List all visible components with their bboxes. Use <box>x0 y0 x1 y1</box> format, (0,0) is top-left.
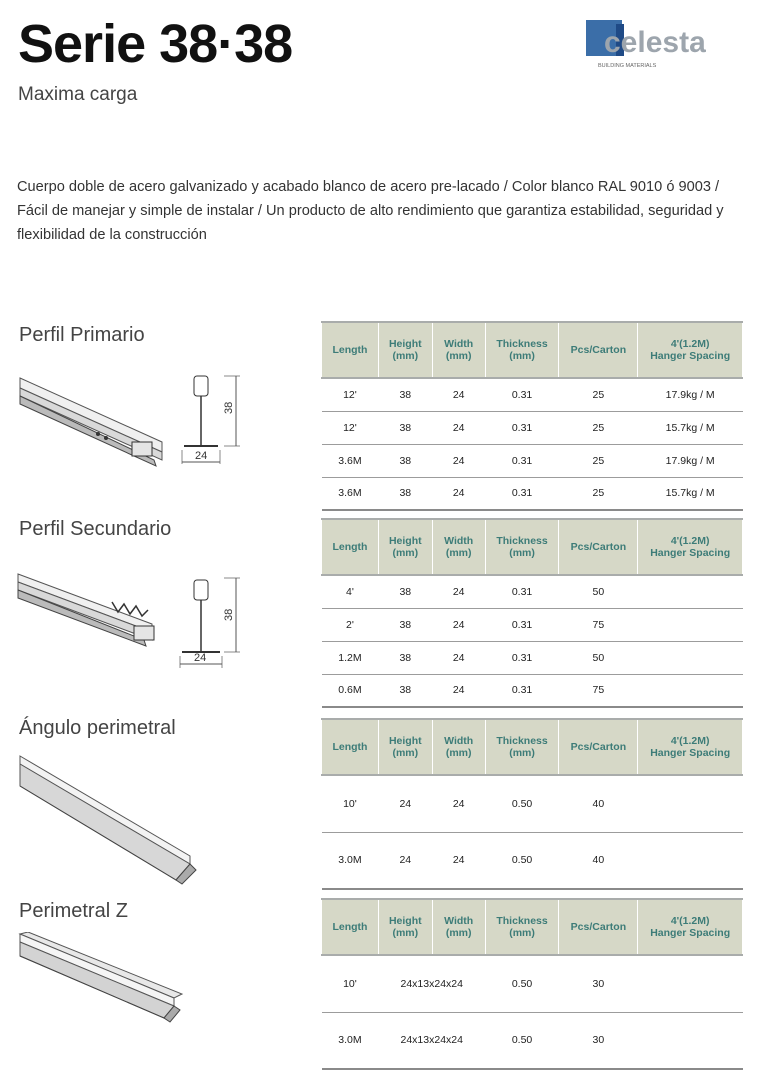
table-cell: 0.31 <box>485 575 559 608</box>
table-cell: 24 <box>432 411 485 444</box>
table-cell: 12' <box>322 411 379 444</box>
table-row <box>322 1012 743 1069</box>
page-subtitle: Maxima carga <box>18 84 138 105</box>
table-cell <box>638 641 743 674</box>
section-title-perimetral-z: Perimetral Z <box>19 900 128 922</box>
column-header: Length <box>322 322 379 378</box>
table-cell: 24x13x24x24 <box>378 1012 485 1069</box>
table-cell <box>638 1012 743 1069</box>
table-cell: 24 <box>432 444 485 477</box>
table-cell: 17.9kg / M <box>638 378 743 411</box>
perimetral-z-drawing <box>14 932 214 1032</box>
column-header: Thickness (mm) <box>485 519 559 575</box>
table-cell <box>638 775 743 832</box>
svg-text:38: 38 <box>223 608 235 621</box>
table-cell: 10' <box>322 955 379 1012</box>
table-row <box>322 832 743 889</box>
svg-text:38: 38 <box>223 401 235 414</box>
table-cell: 0.31 <box>485 411 559 444</box>
svg-text:24: 24 <box>195 450 208 462</box>
table-cell <box>638 955 743 1012</box>
table-row <box>322 775 743 832</box>
table-cell: 38 <box>378 674 432 707</box>
table-row <box>322 674 743 707</box>
table-cell: 25 <box>559 411 638 444</box>
table-cell: 0.31 <box>485 608 559 641</box>
table-cell: 24x13x24x24 <box>378 955 485 1012</box>
table-cell: 0.6M <box>322 674 379 707</box>
table-row <box>322 411 743 444</box>
column-header: Length <box>322 899 379 955</box>
table-cell: 24 <box>432 641 485 674</box>
column-header: Height (mm) <box>378 322 432 378</box>
table-cell: 38 <box>378 641 432 674</box>
table-cell: 3.0M <box>322 832 379 889</box>
table-cell <box>638 575 743 608</box>
table-cell: 30 <box>559 955 638 1012</box>
table-cell: 0.31 <box>485 444 559 477</box>
table-cell: 0.50 <box>485 775 559 832</box>
table-cell: 4' <box>322 575 379 608</box>
table-row <box>322 955 743 1012</box>
table-cell <box>638 674 743 707</box>
table-row <box>322 608 743 641</box>
table-cell: 3.6M <box>322 444 379 477</box>
table-cell: 2' <box>322 608 379 641</box>
column-header: Thickness (mm) <box>485 322 559 378</box>
perfil-primario-drawing <box>14 370 254 470</box>
column-header: Pcs/Carton <box>559 899 638 955</box>
table-cell: 24 <box>432 775 485 832</box>
table-cell: 50 <box>559 575 638 608</box>
column-header: Height (mm) <box>378 719 432 775</box>
column-header: 4'(1.2M) Hanger Spacing <box>638 899 743 955</box>
table-cell: 25 <box>559 477 638 510</box>
table-cell: 30 <box>559 1012 638 1069</box>
column-header: Width (mm) <box>432 719 485 775</box>
table-cell: 38 <box>378 444 432 477</box>
table-row <box>322 477 743 510</box>
column-header: Width (mm) <box>432 322 485 378</box>
column-header: Thickness (mm) <box>485 719 559 775</box>
perimetral-z-table <box>321 898 743 1070</box>
table-cell: 24 <box>432 575 485 608</box>
column-header: Height (mm) <box>378 519 432 575</box>
column-header: Height (mm) <box>378 899 432 955</box>
table-cell: 0.31 <box>485 674 559 707</box>
section-title-angulo-perimetral: Ángulo perimetral <box>19 717 176 739</box>
angulo-perimetral-drawing <box>14 752 214 892</box>
table-row <box>322 575 743 608</box>
column-header: Thickness (mm) <box>485 899 559 955</box>
perfil-secundario-drawing <box>14 566 254 670</box>
table-cell: 38 <box>378 608 432 641</box>
column-header: Pcs/Carton <box>559 322 638 378</box>
table-cell: 10' <box>322 775 379 832</box>
table-cell: 12' <box>322 378 379 411</box>
table-cell: 25 <box>559 444 638 477</box>
table-cell: 24 <box>432 378 485 411</box>
table-cell: 38 <box>378 378 432 411</box>
table-cell: 25 <box>559 378 638 411</box>
column-header: 4'(1.2M) Hanger Spacing <box>638 322 743 378</box>
table-cell: 38 <box>378 575 432 608</box>
table-cell: 38 <box>378 477 432 510</box>
table-row <box>322 444 743 477</box>
table-cell: 24 <box>432 477 485 510</box>
column-header: 4'(1.2M) Hanger Spacing <box>638 719 743 775</box>
svg-text:24: 24 <box>194 652 207 664</box>
table-cell: 24 <box>432 832 485 889</box>
section-title-perfil-primario: Perfil Primario <box>19 324 145 346</box>
svg-text:celesta: celesta <box>604 26 706 59</box>
section-title-perfil-secundario: Perfil Secundario <box>19 518 172 540</box>
intro-text: Cuerpo doble de acero galvanizado y acabado blanco de acero pre-lacado / Color blanco RAL 9010 ó 9003 / Fácil de manejar y simple de instalar / Un producto de alto rendimiento que garantiza estabilidad, seguridad y flexibilidad de la construcción <box>17 179 724 243</box>
table-cell: 24 <box>432 674 485 707</box>
column-header: 4'(1.2M) Hanger Spacing <box>638 519 743 575</box>
perfil-secundario-table <box>321 518 743 708</box>
table-cell: 0.50 <box>485 832 559 889</box>
table-cell: 40 <box>559 775 638 832</box>
celesta-logo <box>586 20 736 70</box>
table-cell: 1.2M <box>322 641 379 674</box>
table-cell: 50 <box>559 641 638 674</box>
table-cell: 0.50 <box>485 955 559 1012</box>
column-header: Length <box>322 519 379 575</box>
table-cell: 0.31 <box>485 378 559 411</box>
column-header: Length <box>322 719 379 775</box>
column-header: Width (mm) <box>432 519 485 575</box>
column-header: Pcs/Carton <box>559 719 638 775</box>
table-row <box>322 641 743 674</box>
svg-text:BUILDING MATERIALS: BUILDING MATERIALS <box>598 63 657 69</box>
table-cell: 15.7kg / M <box>638 477 743 510</box>
table-cell: 75 <box>559 674 638 707</box>
table-cell: 24 <box>378 832 432 889</box>
table-cell: 38 <box>378 411 432 444</box>
table-row <box>322 378 743 411</box>
table-cell <box>638 832 743 889</box>
table-cell: 17.9kg / M <box>638 444 743 477</box>
page-title: Serie 38·38 <box>18 14 293 74</box>
table-cell: 24 <box>432 608 485 641</box>
table-cell: 40 <box>559 832 638 889</box>
table-cell: 15.7kg / M <box>638 411 743 444</box>
column-header: Pcs/Carton <box>559 519 638 575</box>
angulo-perimetral-table <box>321 718 743 890</box>
table-cell: 0.31 <box>485 641 559 674</box>
column-header: Width (mm) <box>432 899 485 955</box>
table-cell: 24 <box>378 775 432 832</box>
table-cell <box>638 608 743 641</box>
table-cell: 0.50 <box>485 1012 559 1069</box>
table-cell: 3.0M <box>322 1012 379 1069</box>
table-cell: 75 <box>559 608 638 641</box>
table-cell: 0.31 <box>485 477 559 510</box>
table-cell: 3.6M <box>322 477 379 510</box>
perfil-primario-table <box>321 321 743 511</box>
